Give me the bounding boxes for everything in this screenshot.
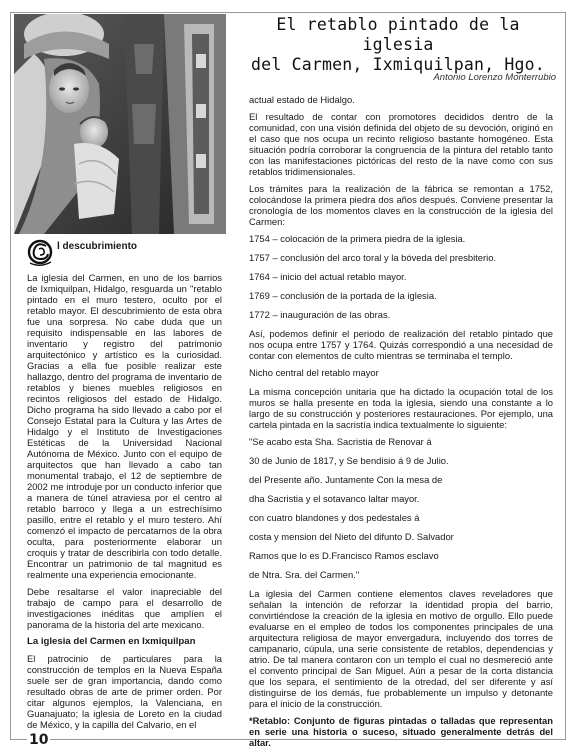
chronology-item: 1772 – inauguración de las obras. [249, 309, 391, 320]
inscription-line: 30 de Junio de 1817, y Se bendisio á 9 de Julio. [249, 455, 449, 466]
chronology-item: 1757 – conclusión del arco toral y la bóveda del presbiterio. [249, 252, 497, 263]
inscription-line: Ramos que lo es D.Francisco Ramos esclavo [249, 550, 439, 561]
left-column [27, 272, 222, 736]
inscription-line: del Presente año. Juntamente Con la mesa de [249, 474, 443, 485]
paragraph: Así, podemos definir el periodo de realización del retablo pintado que nos ocupa entre 1757 y 1764. Quizás correspondió a una necesidad de contar con elementos de culto mientras se terminaba el templo. [249, 328, 553, 361]
paragraph: Los trámites para la realización de la fábrica se remontan a 1752, colocándose la primera piedra dos años después. Conviene presentar la cronología de los momentos claves en la construcción de la iglesia del Carmen: [249, 183, 553, 227]
chronology-item: 1764 – inicio del actual retablo mayor. [249, 271, 407, 282]
drop-cap-ornament-icon [27, 237, 55, 267]
paragraph: La iglesia del Carmen contiene elementos claves reveladores que señalan la intención de reforzar la identidad propia del barrio, convirtiéndose la creación de la iglesia en motivo de orgullo. Ello puede evaluarse en el empleo de todos los componentes principales de una arquitectura religiosa de mayor envergadura, incluyendo dos torres de campanario, cúpula, una serie consistente de retablos, dependencias y atrio. De tal manera contaron con un templo el cual no desmereció ante el convento principal de San Miguel. Aún a pesar de la corta distancia que los separa, el sentimiento de la otredad, del ser diferente y así distinguirse de los demás, fue probablemente un impulso y detonante para el inicio de la construcción. [249, 588, 553, 709]
chronology-item: 1769 – conclusión de la portada de la iglesia. [249, 290, 437, 301]
page-number: 10 [29, 732, 49, 748]
paragraph: La misma concepción unitaria que ha dictado la ocupación total de los muros se halla presente en toda la iglesia, siendo una constante a lo largo de su construcción y posteriores restauraciones. Por ejemplo, una cartela pintada en la sacristía indica textualmente lo siguiente: [249, 386, 553, 430]
subheading: La iglesia del Carmen en Ixmiquilpan [27, 636, 196, 647]
paragraph: El resultado de contar con promotores decididos dentro de la comunidad, con una visión definida del objeto de su devoción, originó en el caso que nos ocupa un recinto religioso bastante homogéneo. Esta situación podría corroborar la congruencia de la pintura del retablo tanto con las manifestaciones pictóricas del resto de la nave como con sus retablos tridimensionales. [249, 111, 553, 177]
inscription-line: con cuatro blandones y dos pedestales á [249, 512, 420, 523]
article-title: El retablo pintado de la iglesia del Carmen, Ixmiquilpan, Hgo. [251, 15, 545, 74]
footnote: *Retablo: Conjunto de figuras pintadas o talladas que representan en serie una historia o suceso, situado generalmente detrás del altar. [249, 715, 553, 748]
section-heading [27, 237, 222, 269]
author-byline: Antonio Lorenzo Monterrubio [433, 72, 556, 83]
inscription-line: costa y mension del Nieto del difunto D. Salvador [249, 531, 454, 542]
inscription-line: dha Sacristia y el sotavanco laltar mayor. [249, 493, 420, 504]
inscription-line: "Se acabo esta Sha. Sacristia de Renovar á [249, 436, 432, 447]
chronology-item: 1754 – colocación de la primera piedra de la iglesia. [249, 233, 466, 244]
paragraph: El patrocinio de particulares para la construcción de templos en la Nueva España suele ser de gran importancia, dando como resultado obras de arte de primer orden. Por citar algunos ejemplos, la Valenciana, en Guanajuato; la iglesia de Loreto en la ciudad de México, y la capilla del Calvario, en el [27, 653, 222, 730]
paragraph: Debe resaltarse el valor inapreciable del trabajo de campo para el desarrollo de investigaciones inéditas que amplíen el panorama de la historia del arte mexicano. [27, 586, 222, 630]
virgin-statue-photo [14, 14, 226, 234]
paragraph: La iglesia del Carmen, en uno de los barrios de Ixmiquilpan, Hidalgo, resguarda un "retablo pintado en el muro testero, oculto por el retablo mayor. El descubrimiento de esta obra fue una sorpresa. No cabe duda que un requisito indispensable en las labores de inventario y registro del patrimonio arquitectónico y artístico es la curiosidad. Gracias a ella fue posible realizar este hallazgo, dentro del programa de inventario de retablos y bienes muebles religiosos en recintos religiosos del estado de Hidalgo. Dicho programa ha sido llevado a cabo por el Consejo Estatal para la Cultura y las Artes de Hidalgo y el Instituto de Investigaciones Estéticas de la Universidad Nacional Autónoma de México. Junto con el equipo de arquitectos que han llevado a cabo tan monumental trabajo, el 12 de septiembre de 2002 me introduje por un conducto inferior que a manera de túnel atraviesa por el centro al retablo barroco y llega a un estrechísimo pasillo, entre el retablo y el muro testero. Ahí comenzó el impacto de percatarnos de la obra oculta, para posteriormente elaborar un croquis y tratar de describirla con todo detalle. Encontrar un patrimonio de tal magnitud es realmente una experiencia emocionante. [27, 272, 222, 580]
inscription-line: de Ntra. Sra. del Carmen." [249, 569, 360, 580]
paragraph: actual estado de Hidalgo. [249, 94, 355, 105]
right-column [249, 94, 553, 754]
paragraph-caption: Nicho central del retablo mayor [249, 367, 379, 378]
section-title: l descubrimiento [57, 241, 138, 252]
